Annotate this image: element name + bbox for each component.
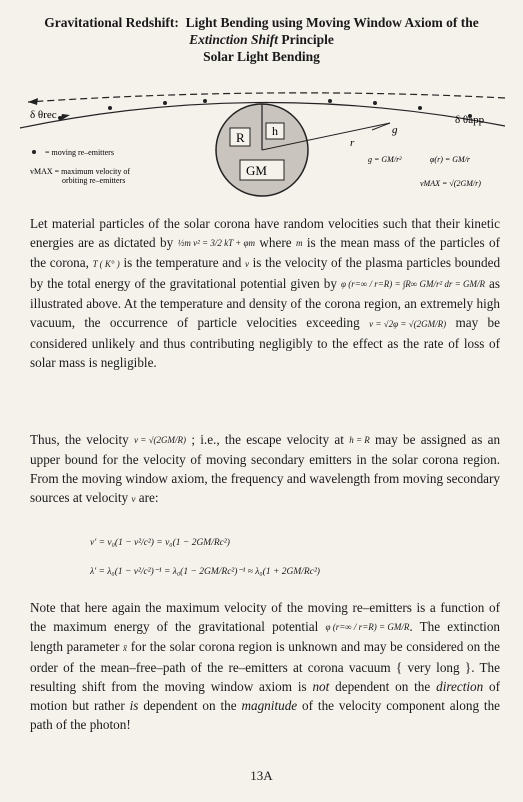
legend-vmax2: orbiting re–emitters <box>62 176 126 185</box>
re-emitter-dot <box>58 116 62 120</box>
p3-var-x: x̄ <box>123 642 128 653</box>
p1-equation-potential: φ (r=∞ / r=R) = ∫R∞ GM/r² dr = GM/R <box>340 279 485 290</box>
eq-vmax: vMAX = √(2GM/r) <box>420 179 481 188</box>
title-italic: Extinction Shift <box>189 32 279 47</box>
arrow-left <box>28 98 38 105</box>
diagram-svg <box>0 88 523 208</box>
legend-dot <box>32 150 36 154</box>
p3-emph-direction: direction <box>436 678 484 694</box>
re-emitter-dot <box>203 99 207 103</box>
eq-phi: φ(r) = GM/r <box>430 155 471 164</box>
p3-text-g: of the velocity component along the path of the photon! <box>30 697 501 732</box>
light-bending-diagram <box>0 88 523 208</box>
title-prefix: Gravitational Redshift: <box>44 15 179 30</box>
label-g: g <box>392 124 398 136</box>
re-emitter-dot <box>418 106 422 110</box>
p2-text-a: Thus, the velocity <box>30 432 129 447</box>
p1-text-g: may be considered unlikely and thus contributing negligibly to the effect as the rate of loss of solar mass is negligible. <box>30 315 501 370</box>
p1-text-f: as illustrated above. At the temperature and density of the corona region, an extremely high vacuum, the occurrence of particle velocities exceeding <box>30 275 501 331</box>
label-r: r <box>350 137 355 149</box>
paragraph-3 <box>30 598 500 734</box>
re-emitter-dot <box>328 99 332 103</box>
p1-text-c: is the mean mass of the particles of the corona, <box>30 235 501 271</box>
p2-text-d: are: <box>138 490 159 506</box>
re-emitter-dot <box>373 101 377 105</box>
p3-text-d: dependent on the <box>335 678 431 694</box>
equation-frequency: ν' = ν₀(1 − v²/c²) = ν₀(1 − 2GM/Rc²) <box>90 538 230 548</box>
p3-equation-potential: φ (r=∞ / r=R) = GM/R <box>325 622 410 633</box>
title-line-2 <box>0 31 523 48</box>
eq-g: g = GM/r² <box>368 155 402 164</box>
p3-emph-magnitude: magnitude <box>241 697 298 713</box>
p1-var-T: T ( K° ) <box>92 258 120 269</box>
re-emitter-dot <box>163 101 167 105</box>
p1-var-v: v <box>244 258 249 269</box>
p3-emph-is: is <box>129 697 139 713</box>
p1-text-a: Let material particles of the solar corona have random velocities such that their kinetic energies are as dictated by <box>30 216 500 250</box>
title-rest: Light Bending using Moving Window Axiom of the <box>185 15 479 30</box>
equation-wavelength: λ' = λ₀(1 − v²/c²)⁻¹ = λ₀(1 − 2GM/Rc²)⁻¹ ≈ λ₀(1 + 2GM/Rc²) <box>90 567 320 577</box>
title-line-3: Solar Light Bending <box>203 49 320 64</box>
legend-vmax: vMAX = maximum velocity of <box>30 167 131 176</box>
p2-var-h: h = R <box>349 435 370 446</box>
re-emitter-dot <box>108 106 112 110</box>
apparent-path <box>28 93 505 102</box>
p2-text-b: ; i.e., the escape velocity at <box>191 432 344 447</box>
paragraph-1 <box>30 214 500 372</box>
page-number: 13A <box>250 768 273 783</box>
p3-emph-not: not <box>312 678 330 694</box>
p3-text-a: Note that here again the maximum velocity of the moving re–emitters is a function of the maximum energy of the gravitational potential <box>30 600 500 634</box>
p1-var-m: m <box>295 238 303 249</box>
label-theta-app: δ θapp <box>455 114 485 126</box>
title-line2-rest: Principle <box>281 32 334 47</box>
p2-text-c: may be assigned as an upper bound for the velocity of moving secondary emitters in the solar corona region. From the moving window axiom, the frequency and wavelength from moving secondary sources at velocity <box>30 432 501 506</box>
p1-text-b: where <box>259 235 292 250</box>
legend-dot-text: = moving re–emitters <box>45 148 114 157</box>
label-h: h <box>272 124 278 138</box>
title-line-1 <box>0 14 523 31</box>
label-R: R <box>236 130 245 145</box>
p1-equation-velocity: v = √2φ = √(2GM/R) <box>369 318 447 329</box>
label-GM: GM <box>246 163 267 178</box>
p3-text-f: dependent on the <box>143 697 237 713</box>
p1-equation-energy: ½m v² = 3/2 kT + φm <box>177 238 255 249</box>
p2-var-v: v <box>131 493 136 504</box>
p1-text-d: is the temperature and <box>123 255 242 271</box>
p3-text-e: of motion but rather <box>30 678 501 713</box>
title-block <box>0 14 523 65</box>
paragraph-2 <box>30 430 500 509</box>
p3-text-b: . The extinction length parameter <box>30 619 501 655</box>
p3-text-c: for the solar corona region is unknown and may be considered on the order of the mean–free–path of the re–emitters at corona vacuum { very long }. The resulting shift from the moving window axiom is <box>30 639 501 694</box>
p2-equation-velocity: v = √(2GM/R) <box>134 435 187 446</box>
p1-text-e: is the velocity of the plasma particles bounded by the total energy of the gravitational potential given by <box>30 255 501 291</box>
label-theta-rec: δ θrec <box>30 109 57 121</box>
